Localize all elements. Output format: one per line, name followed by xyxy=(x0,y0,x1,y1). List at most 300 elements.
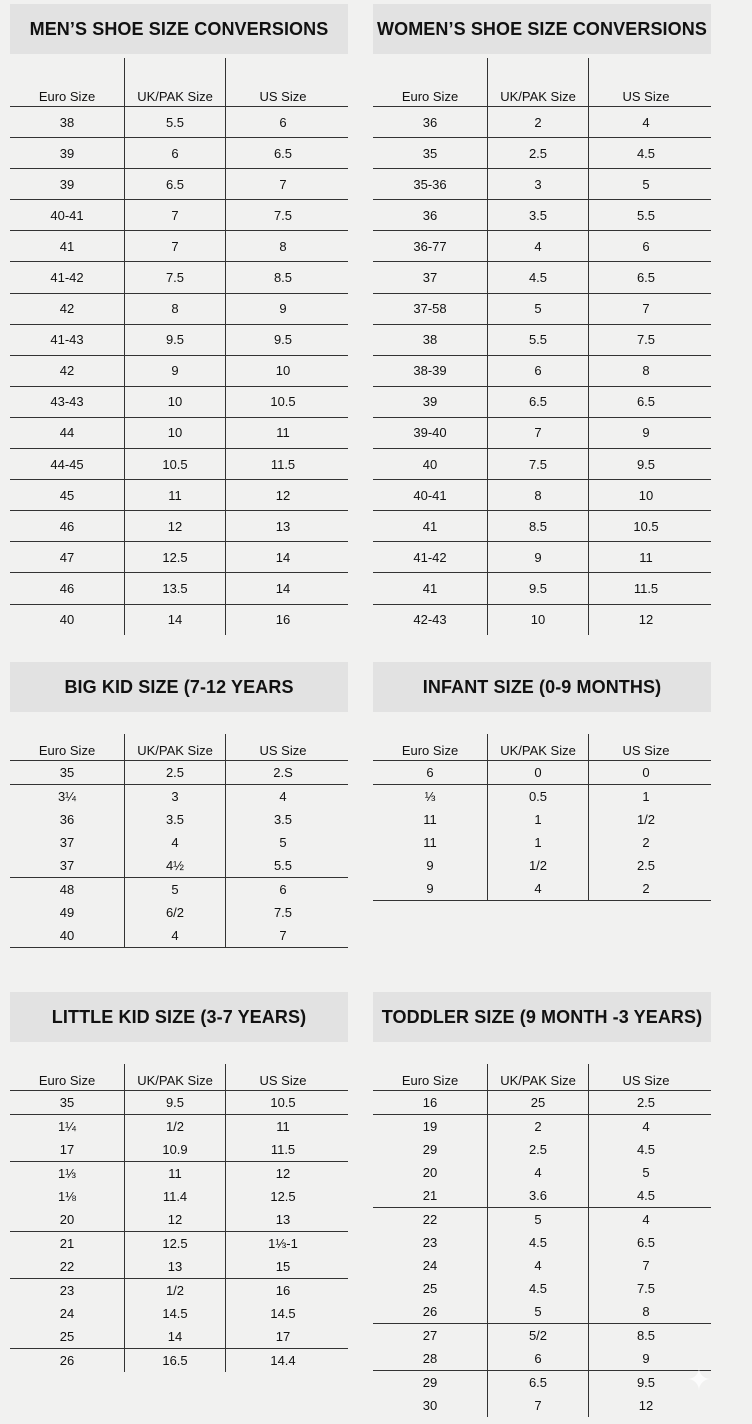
uk-pak-size-cell: 1/2 xyxy=(124,1115,225,1138)
uk-pak-size-cell: 5 xyxy=(487,294,588,324)
us-size-cell: 11.5 xyxy=(588,573,703,603)
euro-size-cell: 46 xyxy=(59,518,75,534)
euro-size-cell: 41 xyxy=(422,580,438,596)
table-row xyxy=(373,449,711,480)
uk-pak-size-cell: 12.5 xyxy=(124,1232,225,1255)
uk-pak-size-cell: 3 xyxy=(487,169,588,199)
euro-size-cell: 40 xyxy=(422,456,438,472)
column-header: UK/PAK Size xyxy=(124,734,225,760)
euro-size-cell: 45 xyxy=(59,487,75,503)
euro-size-cell: 23 xyxy=(59,1283,75,1298)
us-size-cell: 5 xyxy=(588,169,703,199)
column-header: US Size xyxy=(225,1064,340,1090)
us-size-cell: 4.5 xyxy=(588,1138,703,1161)
table-row xyxy=(373,1208,711,1231)
table-header-row xyxy=(373,58,711,107)
uk-pak-size-cell: 2 xyxy=(487,107,588,137)
table-row xyxy=(10,262,348,293)
us-size-cell: 2 xyxy=(588,877,703,900)
us-size-cell: 10.5 xyxy=(225,1091,340,1114)
us-size-cell: 14.4 xyxy=(225,1349,340,1372)
us-size-cell: 6 xyxy=(225,878,340,901)
us-size-cell: 17 xyxy=(225,1325,340,1348)
column-header: UK/PAK Size xyxy=(487,1064,588,1090)
table-row xyxy=(10,387,348,418)
uk-pak-size-cell: 6 xyxy=(124,138,225,168)
table-row xyxy=(10,325,348,356)
euro-size-cell: 42 xyxy=(59,363,75,379)
euro-size-cell: 29 xyxy=(422,1375,438,1390)
table-row xyxy=(373,387,711,418)
table-row xyxy=(373,1115,711,1138)
section-title: BIG KID SIZE (7-12 YEARS xyxy=(10,662,348,712)
column-header: UK/PAK Size xyxy=(487,734,588,760)
table-row xyxy=(373,785,711,808)
euro-size-cell: 20 xyxy=(59,1212,75,1227)
column-header: US Size xyxy=(588,734,703,760)
table-header-row xyxy=(373,734,711,761)
us-size-cell: 3.5 xyxy=(225,808,340,831)
us-size-cell: 6.5 xyxy=(225,138,340,168)
euro-size-cell: 40-41 xyxy=(50,207,84,223)
us-size-cell: 16 xyxy=(225,605,340,635)
euro-size-cell: 3¼ xyxy=(57,789,77,804)
table-row xyxy=(10,1138,348,1162)
table-row xyxy=(373,1300,711,1324)
us-size-cell: 9 xyxy=(588,418,703,448)
table-row xyxy=(10,831,348,854)
euro-size-cell: 1⅓ xyxy=(57,1166,77,1181)
euro-size-cell: 36-77 xyxy=(413,238,447,254)
uk-pak-size-cell: 9.5 xyxy=(124,325,225,355)
euro-size-cell: 24 xyxy=(59,1306,75,1321)
uk-pak-size-cell: 2.5 xyxy=(487,138,588,168)
euro-size-cell: 25 xyxy=(59,1329,75,1344)
section-title: MEN’S SHOE SIZE CONVERSIONS xyxy=(10,4,348,54)
us-size-cell: 11 xyxy=(225,418,340,448)
table-row xyxy=(10,107,348,138)
us-size-cell: 6.5 xyxy=(588,1231,703,1254)
euro-size-cell: 39 xyxy=(422,394,438,410)
euro-size-cell: 30 xyxy=(422,1398,438,1413)
uk-pak-size-cell: 4 xyxy=(124,924,225,947)
us-size-cell: 9.5 xyxy=(588,449,703,479)
uk-pak-size-cell: 8.5 xyxy=(487,511,588,541)
us-size-cell: 12 xyxy=(588,605,703,635)
column-header: US Size xyxy=(225,734,340,760)
uk-pak-size-cell: 4 xyxy=(487,1161,588,1184)
euro-size-cell: 26 xyxy=(59,1353,75,1368)
us-size-cell: 8.5 xyxy=(588,1324,703,1347)
euro-size-cell: 36 xyxy=(422,207,438,223)
us-size-cell: 11.5 xyxy=(225,449,340,479)
euro-size-cell: 46 xyxy=(59,580,75,596)
table-row xyxy=(10,1162,348,1185)
euro-size-cell: 36 xyxy=(59,812,75,827)
us-size-cell: 5.5 xyxy=(588,200,703,230)
table-row xyxy=(373,1277,711,1300)
us-size-cell: 5 xyxy=(588,1161,703,1184)
us-size-cell: 1⅓-1 xyxy=(225,1232,340,1255)
uk-pak-size-cell: 1 xyxy=(487,831,588,854)
table-row xyxy=(10,854,348,878)
us-size-cell: 4 xyxy=(225,785,340,808)
euro-size-cell: 26 xyxy=(422,1304,438,1319)
euro-size-cell: 11 xyxy=(423,835,437,850)
uk-pak-size-cell: 12 xyxy=(124,511,225,541)
section-title: TODDLER SIZE (9 MONTH -3 YEARS) xyxy=(373,992,711,1042)
uk-pak-size-cell: 2.5 xyxy=(124,761,225,784)
uk-pak-size-cell: 10 xyxy=(124,387,225,417)
us-size-cell: 10.5 xyxy=(225,387,340,417)
us-size-cell: 13 xyxy=(225,511,340,541)
column-header: Euro Size xyxy=(38,743,96,758)
us-size-cell: 2.5 xyxy=(588,854,703,877)
us-size-cell: 4 xyxy=(588,107,703,137)
column-header: US Size xyxy=(588,1064,703,1090)
us-size-cell: 6.5 xyxy=(588,387,703,417)
us-size-cell: 6.5 xyxy=(588,262,703,292)
uk-pak-size-cell: 1 xyxy=(487,808,588,831)
table-row xyxy=(373,231,711,262)
euro-size-cell: 9 xyxy=(426,858,434,873)
size-table xyxy=(373,734,711,901)
table-row xyxy=(373,294,711,325)
us-size-cell: 12 xyxy=(225,1162,340,1185)
euro-size-cell: 41 xyxy=(422,518,438,534)
uk-pak-size-cell: 4.5 xyxy=(487,1277,588,1300)
us-size-cell: 5 xyxy=(225,831,340,854)
table-row xyxy=(10,1091,348,1115)
us-size-cell: 12 xyxy=(225,480,340,510)
uk-pak-size-cell: 14 xyxy=(124,1325,225,1348)
euro-size-cell: 35 xyxy=(59,765,75,780)
uk-pak-size-cell: 9.5 xyxy=(487,573,588,603)
table-header-row xyxy=(10,1064,348,1091)
us-size-cell: 10 xyxy=(588,480,703,510)
table-row xyxy=(373,1184,711,1208)
table-row xyxy=(10,1208,348,1232)
table-row xyxy=(373,877,711,901)
us-size-cell: 12.5 xyxy=(225,1185,340,1208)
uk-pak-size-cell: 12 xyxy=(124,1208,225,1231)
table-row xyxy=(373,169,711,200)
euro-size-cell: 48 xyxy=(59,882,75,897)
euro-size-cell: 35 xyxy=(422,145,438,161)
us-size-cell: 9 xyxy=(225,294,340,324)
us-size-cell: 9 xyxy=(588,1347,703,1370)
column-header: US Size xyxy=(588,58,703,106)
uk-pak-size-cell: 9 xyxy=(124,356,225,386)
us-size-cell: 7 xyxy=(225,169,340,199)
euro-size-cell: 6 xyxy=(426,765,434,780)
table-row xyxy=(373,831,711,854)
column-header: UK/PAK Size xyxy=(124,1064,225,1090)
table-row xyxy=(373,1231,711,1254)
euro-size-cell: 21 xyxy=(59,1236,75,1251)
uk-pak-size-cell: 8 xyxy=(124,294,225,324)
euro-size-cell: 37 xyxy=(59,858,75,873)
us-size-cell: 11.5 xyxy=(225,1138,340,1161)
table-row xyxy=(10,480,348,511)
euro-size-cell: 38 xyxy=(422,332,438,348)
table-row xyxy=(10,138,348,169)
us-size-cell: 15 xyxy=(225,1255,340,1278)
us-size-cell: 7.5 xyxy=(588,325,703,355)
uk-pak-size-cell: 3.5 xyxy=(487,200,588,230)
euro-size-cell: 11 xyxy=(423,812,437,827)
uk-pak-size-cell: 3 xyxy=(124,785,225,808)
euro-size-cell: 41-43 xyxy=(50,332,84,348)
euro-size-cell: 49 xyxy=(59,905,75,920)
uk-pak-size-cell: 0 xyxy=(487,761,588,784)
column-header: Euro Size xyxy=(401,1073,459,1088)
euro-size-cell: 21 xyxy=(422,1188,438,1203)
uk-pak-size-cell: 3.6 xyxy=(487,1184,588,1207)
uk-pak-size-cell: 12.5 xyxy=(124,542,225,572)
uk-pak-size-cell: 11 xyxy=(124,1162,225,1185)
uk-pak-size-cell: 10.5 xyxy=(124,449,225,479)
table-row xyxy=(373,480,711,511)
uk-pak-size-cell: 5/2 xyxy=(487,1324,588,1347)
uk-pak-size-cell: 9 xyxy=(487,542,588,572)
uk-pak-size-cell: 6 xyxy=(487,1347,588,1370)
table-row xyxy=(373,605,711,635)
table-row xyxy=(10,1279,348,1302)
euro-size-cell: 41 xyxy=(59,238,75,254)
table-row xyxy=(373,356,711,387)
uk-pak-size-cell: 6 xyxy=(487,356,588,386)
euro-size-cell: 43-43 xyxy=(50,394,84,410)
table-row xyxy=(10,1302,348,1325)
euro-size-cell: ⅓ xyxy=(424,789,436,804)
table-row xyxy=(10,542,348,573)
us-size-cell: 7.5 xyxy=(225,901,340,924)
uk-pak-size-cell: 9.5 xyxy=(124,1091,225,1114)
us-size-cell: 13 xyxy=(225,1208,340,1231)
euro-size-cell: 38-39 xyxy=(413,363,447,379)
table-row xyxy=(10,231,348,262)
euro-size-cell: 40 xyxy=(59,612,75,628)
uk-pak-size-cell: 6/2 xyxy=(124,901,225,924)
euro-size-cell: 41-42 xyxy=(413,549,447,565)
table-row xyxy=(373,262,711,293)
uk-pak-size-cell: 4.5 xyxy=(487,1231,588,1254)
us-size-cell: 7 xyxy=(588,1254,703,1277)
size-table xyxy=(10,1064,348,1372)
table-header-row xyxy=(10,734,348,761)
column-header: UK/PAK Size xyxy=(487,58,588,106)
uk-pak-size-cell: 14.5 xyxy=(124,1302,225,1325)
euro-size-cell: 44-45 xyxy=(50,456,84,472)
uk-pak-size-cell: 8 xyxy=(487,480,588,510)
size-table xyxy=(10,734,348,948)
us-size-cell: 9.5 xyxy=(588,1371,703,1394)
uk-pak-size-cell: 4 xyxy=(487,877,588,900)
uk-pak-size-cell: 6.5 xyxy=(124,169,225,199)
us-size-cell: 6 xyxy=(225,107,340,137)
table-row xyxy=(373,761,711,785)
table-row xyxy=(373,1394,711,1417)
column-header: Euro Size xyxy=(38,89,96,104)
column-header: UK/PAK Size xyxy=(124,58,225,106)
table-row xyxy=(10,1349,348,1372)
us-size-cell: 5.5 xyxy=(225,854,340,877)
uk-pak-size-cell: 0.5 xyxy=(487,785,588,808)
table-row xyxy=(10,1232,348,1255)
table-row xyxy=(10,808,348,831)
uk-pak-size-cell: 13.5 xyxy=(124,573,225,603)
table-row xyxy=(10,418,348,449)
us-size-cell: 2 xyxy=(588,831,703,854)
euro-size-cell: 29 xyxy=(422,1142,438,1157)
table-row xyxy=(10,511,348,542)
us-size-cell: 7.5 xyxy=(225,200,340,230)
table-row xyxy=(10,785,348,808)
column-header: US Size xyxy=(225,58,340,106)
table-row xyxy=(373,854,711,877)
uk-pak-size-cell: 7.5 xyxy=(124,262,225,292)
table-row xyxy=(373,1254,711,1277)
table-row xyxy=(373,325,711,356)
us-size-cell: 11 xyxy=(588,542,703,572)
uk-pak-size-cell: 5.5 xyxy=(124,107,225,137)
euro-size-cell: 38 xyxy=(59,114,75,130)
uk-pak-size-cell: 14 xyxy=(124,605,225,635)
table-row xyxy=(373,542,711,573)
euro-size-cell: 25 xyxy=(422,1281,438,1296)
table-row xyxy=(373,200,711,231)
euro-size-cell: 37-58 xyxy=(413,301,447,317)
euro-size-cell: 24 xyxy=(422,1258,438,1273)
us-size-cell: 0 xyxy=(588,761,703,784)
uk-pak-size-cell: 4.5 xyxy=(487,262,588,292)
sparkle-icon: ✦ xyxy=(686,1364,712,1397)
us-size-cell: 14.5 xyxy=(225,1302,340,1325)
uk-pak-size-cell: 10.9 xyxy=(124,1138,225,1161)
us-size-cell: 7 xyxy=(225,924,340,947)
uk-pak-size-cell: 5 xyxy=(487,1208,588,1231)
table-row xyxy=(10,761,348,785)
table-row xyxy=(373,573,711,604)
euro-size-cell: 44 xyxy=(59,425,75,441)
uk-pak-size-cell: 5.5 xyxy=(487,325,588,355)
us-size-cell: 4.5 xyxy=(588,1184,703,1207)
us-size-cell: 8 xyxy=(225,231,340,261)
table-row xyxy=(10,200,348,231)
euro-size-cell: 42-43 xyxy=(413,612,447,628)
uk-pak-size-cell: 6.5 xyxy=(487,387,588,417)
uk-pak-size-cell: 6.5 xyxy=(487,1371,588,1394)
euro-size-cell: 39-40 xyxy=(413,425,447,441)
uk-pak-size-cell: 4 xyxy=(487,1254,588,1277)
uk-pak-size-cell: 1/2 xyxy=(487,854,588,877)
euro-size-cell: 17 xyxy=(59,1142,75,1157)
table-row xyxy=(10,573,348,604)
euro-size-cell: 35 xyxy=(59,1095,75,1110)
uk-pak-size-cell: 4½ xyxy=(124,854,225,877)
us-size-cell: 14 xyxy=(225,573,340,603)
euro-size-cell: 42 xyxy=(59,301,75,317)
uk-pak-size-cell: 4 xyxy=(487,231,588,261)
us-size-cell: 1 xyxy=(588,785,703,808)
section-title: LITTLE KID SIZE (3-7 YEARS) xyxy=(10,992,348,1042)
size-table xyxy=(373,1064,711,1417)
us-size-cell: 8 xyxy=(588,356,703,386)
euro-size-cell: 1¼ xyxy=(57,1119,77,1134)
us-size-cell: 1/2 xyxy=(588,808,703,831)
us-size-cell: 11 xyxy=(225,1115,340,1138)
uk-pak-size-cell: 10 xyxy=(487,605,588,635)
us-size-cell: 7.5 xyxy=(588,1277,703,1300)
euro-size-cell: 1⅛ xyxy=(57,1189,77,1204)
euro-size-cell: 23 xyxy=(422,1235,438,1250)
euro-size-cell: 37 xyxy=(422,270,438,286)
table-row xyxy=(10,924,348,948)
table-row xyxy=(373,1347,711,1371)
euro-size-cell: 20 xyxy=(422,1165,438,1180)
section-title: INFANT SIZE (0-9 MONTHS) xyxy=(373,662,711,712)
table-row xyxy=(10,1325,348,1349)
us-size-cell: 2.S xyxy=(225,761,340,784)
us-size-cell: 10.5 xyxy=(588,511,703,541)
euro-size-cell: 39 xyxy=(59,145,75,161)
table-row xyxy=(10,1185,348,1208)
uk-pak-size-cell: 25 xyxy=(487,1091,588,1114)
euro-size-cell: 19 xyxy=(422,1119,438,1134)
euro-size-cell: 28 xyxy=(422,1351,438,1366)
uk-pak-size-cell: 7 xyxy=(487,418,588,448)
column-header: Euro Size xyxy=(38,1073,96,1088)
uk-pak-size-cell: 2 xyxy=(487,1115,588,1138)
uk-pak-size-cell: 11 xyxy=(124,480,225,510)
euro-size-cell: 35-36 xyxy=(413,176,447,192)
column-header: Euro Size xyxy=(401,89,459,104)
us-size-cell: 14 xyxy=(225,542,340,572)
uk-pak-size-cell: 5 xyxy=(487,1300,588,1323)
uk-pak-size-cell: 11.4 xyxy=(124,1185,225,1208)
us-size-cell: 4 xyxy=(588,1115,703,1138)
us-size-cell: 8 xyxy=(588,1300,703,1323)
us-size-cell: 16 xyxy=(225,1279,340,1302)
table-row xyxy=(10,449,348,480)
us-size-cell: 4 xyxy=(588,1208,703,1231)
size-table xyxy=(373,58,711,635)
uk-pak-size-cell: 4 xyxy=(124,831,225,854)
us-size-cell: 6 xyxy=(588,231,703,261)
euro-size-cell: 22 xyxy=(59,1259,75,1274)
us-size-cell: 9.5 xyxy=(225,325,340,355)
table-row xyxy=(373,418,711,449)
uk-pak-size-cell: 3.5 xyxy=(124,808,225,831)
euro-size-cell: 41-42 xyxy=(50,270,84,286)
euro-size-cell: 47 xyxy=(59,549,75,565)
table-row xyxy=(10,605,348,635)
uk-pak-size-cell: 7 xyxy=(124,200,225,230)
euro-size-cell: 39 xyxy=(59,176,75,192)
uk-pak-size-cell: 2.5 xyxy=(487,1138,588,1161)
table-row xyxy=(373,1324,711,1347)
table-row xyxy=(373,138,711,169)
table-row xyxy=(373,511,711,542)
table-row xyxy=(10,901,348,924)
size-table xyxy=(10,58,348,635)
us-size-cell: 8.5 xyxy=(225,262,340,292)
euro-size-cell: 40 xyxy=(59,928,75,943)
uk-pak-size-cell: 13 xyxy=(124,1255,225,1278)
table-row xyxy=(10,356,348,387)
euro-size-cell: 37 xyxy=(59,835,75,850)
